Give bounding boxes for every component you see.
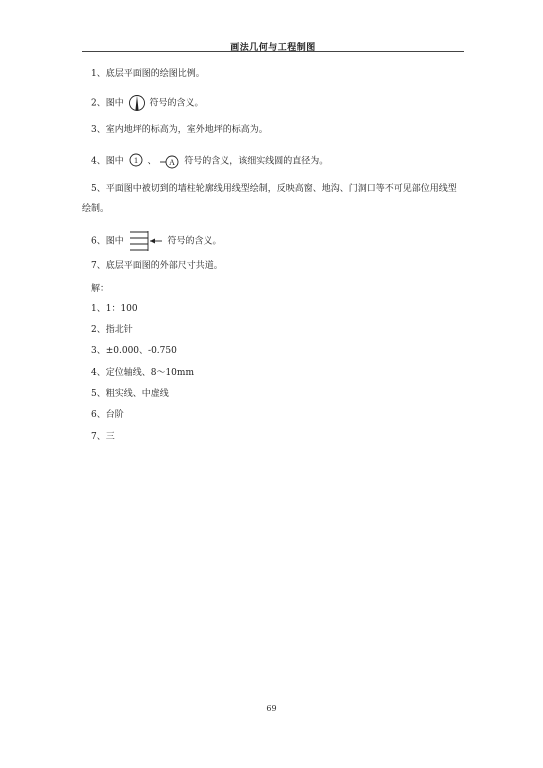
- question-6-prefix: 6、图中: [91, 236, 124, 247]
- answer-3: 3、±0.000、-0.750: [91, 346, 177, 356]
- steps-symbol-icon: [128, 230, 164, 252]
- answer-1: 1、1：100: [91, 304, 138, 314]
- axis-label-1: 1: [133, 156, 138, 165]
- question-4-separator: 、: [147, 156, 157, 167]
- question-2-prefix: 2、图中: [91, 98, 124, 109]
- answer-2: 2、指北针: [91, 325, 133, 335]
- header-rule: [82, 51, 464, 52]
- question-3: 3、室内地坪的标高为，室外地坪的标高为。: [91, 125, 268, 135]
- question-6: [91, 230, 222, 252]
- answer-7: 7、三: [91, 432, 115, 442]
- question-7: 7、底层平面图的外部尺寸共道。: [91, 261, 223, 271]
- solution-label: 解：: [91, 284, 110, 294]
- question-4: [91, 152, 328, 170]
- answer-4: 4、定位轴线、8～10mm: [91, 368, 194, 378]
- answer-6: 6、台阶: [91, 410, 124, 420]
- axis-circle-a-icon: [160, 152, 180, 170]
- question-2-suffix: 符号的含义。: [149, 98, 204, 109]
- running-header: 画法几何与工程制图: [230, 43, 316, 53]
- answer-5: 5、粗实线、中虚线: [91, 389, 169, 399]
- north-arrow-symbol-icon: [128, 94, 146, 112]
- question-1: 1、底层平面图的绘图比例。: [91, 69, 205, 79]
- page-number: 69: [266, 704, 277, 713]
- question-2: [91, 94, 204, 112]
- question-5: 5、平面图中被切到的墙柱轮廓线用线型绘制，反映高窗、地沟、门洞口等不可见部位用线型绘制。: [82, 184, 457, 214]
- axis-circle-1-icon: [128, 152, 144, 170]
- question-4-prefix: 4、图中: [91, 156, 124, 167]
- question-6-suffix: 符号的含义。: [167, 236, 222, 247]
- axis-label-a: A: [169, 158, 176, 167]
- question-4-suffix: 符号的含义，该细实线圆的直径为。: [184, 156, 329, 167]
